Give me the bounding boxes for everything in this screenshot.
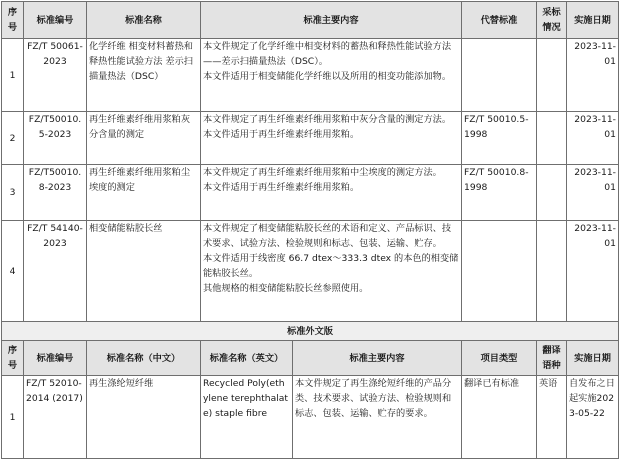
table-header-row [2,2,619,39]
row-content [201,165,462,221]
row-name-cn: 再生涤纶短纤维 [87,376,201,459]
row-name-en: Recycled Poly(ethylene terephthalate) staple fibre [201,376,293,459]
row-seq: 2 [2,112,24,165]
row-content [201,112,462,165]
content-line: 本文件规定了相变储能粘胶长丝的术语和定义、产品标识、技术要求、试验方法、检验规则和标志、包装、运输、贮存。 [203,223,452,249]
header-content: 标准主要内容 [293,341,462,376]
header-replace: 代替标准 [462,2,537,39]
row-name: 化学纤维 相变材料蓄热和释热性能试验方法 差示扫描量热法（DSC） [87,39,201,112]
row-seq: 1 [2,376,24,459]
row-name: 再生纤维素纤维用浆粕灰分含量的测定 [87,112,201,165]
row-seq: 4 [2,221,24,323]
header-code: 标准编号 [24,341,87,376]
table-row [2,221,619,323]
row-name: 相变储能粘胶长丝 [87,221,201,323]
row-date: 自发布之日起实施2023-05-22 [567,376,619,459]
table-row [2,39,619,112]
row-code: FZ/T50010.5-2023 [24,112,87,165]
row-date: 2023-11-01 [567,112,619,165]
row-code: FZ/T 54140-2023 [24,221,87,323]
header-name-cn: 标准名称（中文） [87,341,201,376]
header-date: 实施日期 [567,2,619,39]
header-adopt: 采标情况 [537,2,567,39]
section-title-row [2,322,619,341]
content-line: 本文件规定了再生纤维素纤维用浆粕中尘埃度的测定方法。 [203,167,442,178]
row-adopt [537,221,567,323]
content-line: 其他规格的相变储能粘胶长丝参照使用。 [203,283,369,294]
content-line: 本文件适用于相变储能化学纤维以及所用的相变功能添加物。 [203,71,452,82]
content-line: 本文件适用于线密度 66.7 dtex～333.3 dtex 的本色的相变储能粘胶长丝。 [203,253,459,279]
row-replace [462,221,537,323]
header-content: 标准主要内容 [201,2,462,39]
standards-table [1,1,619,323]
row-code: FZ/T50010.8-2023 [24,165,87,221]
content-line: 本文件适用于再生纤维素纤维用浆粕。 [203,182,360,193]
row-date: 2023-11-01 [567,221,619,323]
content-line: 本文件适用于再生纤维素纤维用浆粕。 [203,129,360,140]
row-content [201,39,462,112]
row-type: 翻译已有标准 [462,376,537,459]
header-type: 项目类型 [462,341,537,376]
header-date: 实施日期 [567,341,619,376]
row-replace: FZ/T 50010.5-1998 [462,112,537,165]
row-lang: 英语 [537,376,567,459]
header-seq: 序号 [2,341,24,376]
header-seq: 序号 [2,2,24,39]
header-name-en: 标准名称（英文） [201,341,293,376]
table-row [2,376,619,459]
foreign-version-table [1,321,619,459]
row-replace: FZ/T 50010.8-1998 [462,165,537,221]
row-content [201,221,462,323]
row-adopt [537,165,567,221]
content-line: 本文件规定了化学纤维中相变材料的蓄热和释热性能试验方法——差示扫描量热法（DSC）。 [203,41,452,67]
header-code: 标准编号 [24,2,87,39]
header-name: 标准名称 [87,2,201,39]
table-row [2,112,619,165]
row-date: 2023-11-01 [567,165,619,221]
row-seq: 3 [2,165,24,221]
row-content: 本文件规定了再生涤纶短纤维的产品分类、技术要求、试验方法、检验规则和标志、包装、运输、贮存的要求。 [293,376,462,459]
row-code: FZ/T 50061-2023 [24,39,87,112]
section-title: 标准外文版 [2,322,619,341]
content-line: 本文件规定了再生纤维素纤维用浆粕中灰分含量的测定方法。 [203,114,452,125]
row-name: 再生纤维素纤维用浆粕尘埃度的测定 [87,165,201,221]
row-date: 2023-11-01 [567,39,619,112]
row-code: FZ/T 52010-2014 (2017) [24,376,87,459]
header-lang: 翻译语种 [537,341,567,376]
row-seq: 1 [2,39,24,112]
row-adopt [537,39,567,112]
table-header-row [2,341,619,376]
row-replace [462,39,537,112]
table-row [2,165,619,221]
row-adopt [537,112,567,165]
